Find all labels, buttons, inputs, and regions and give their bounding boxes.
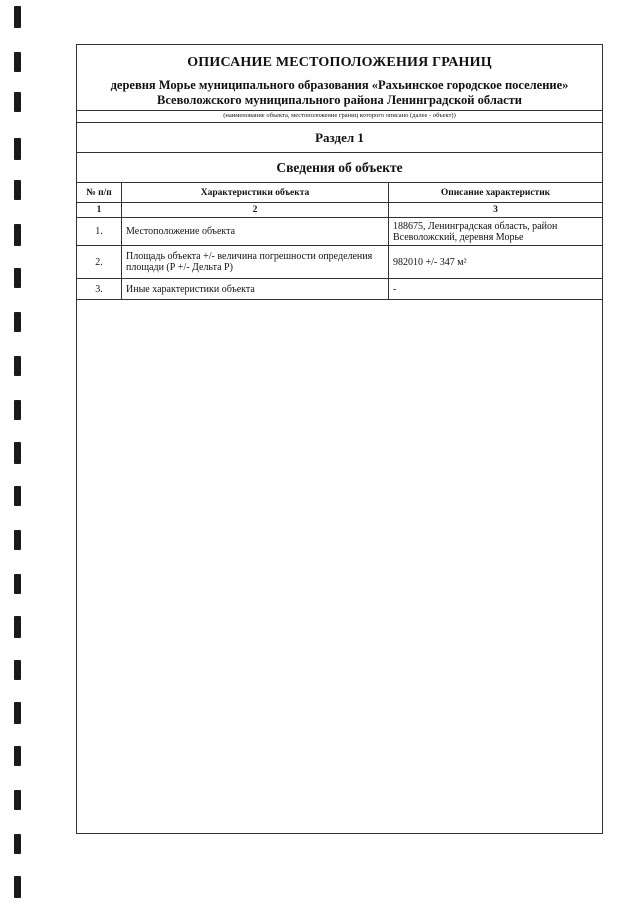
object-info-table: [77, 182, 602, 300]
binder-hole: [14, 834, 21, 854]
binder-hole: [14, 746, 21, 766]
divider: [77, 152, 602, 153]
binder-hole: [14, 876, 21, 898]
binder-hole: [14, 660, 21, 680]
row-characteristic: Иные характеристики объекта: [122, 279, 389, 300]
binder-hole: [14, 486, 21, 506]
binder-hole: [14, 616, 21, 638]
binder-hole: [14, 356, 21, 376]
binder-hole: [14, 574, 21, 594]
document-title: ОПИСАНИЕ МЕСТОПОЛОЖЕНИЯ ГРАНИЦ: [187, 55, 492, 70]
section-subtitle: Сведения об объекте: [276, 160, 403, 175]
row-description: -: [389, 279, 603, 300]
binder-hole: [14, 92, 21, 112]
binder-hole: [14, 702, 21, 724]
binder-hole: [14, 138, 21, 160]
row-description: 982010 +/- 347 м²: [389, 246, 603, 279]
column-header-characteristic: Характеристики объекта: [122, 183, 389, 203]
binder-hole: [14, 224, 21, 246]
table-header-row: [77, 183, 602, 203]
binder-hole: [14, 6, 21, 28]
table-row: [77, 246, 602, 279]
row-number: 1.: [77, 218, 122, 246]
binder-hole: [14, 52, 21, 72]
binder-hole: [14, 442, 21, 464]
binder-hole: [14, 400, 21, 420]
divider: [77, 122, 602, 123]
column-numbers-row: [77, 203, 602, 218]
binder-hole: [14, 530, 21, 550]
binder-hole: [14, 790, 21, 810]
object-name: [77, 78, 602, 108]
document-frame: [76, 44, 603, 834]
table-row: [77, 279, 602, 300]
row-description: 188675, Ленинградская область, район Всеволожский, деревня Морье: [389, 218, 603, 246]
row-characteristic: Местоположение объекта: [122, 218, 389, 246]
column-number: 2: [122, 203, 389, 218]
object-name-line1: деревня Морье муниципального образования «Рахьинское городское поселение»: [110, 78, 569, 92]
column-number: 1: [77, 203, 122, 218]
row-number: 3.: [77, 279, 122, 300]
column-header-number: № п/п: [77, 183, 122, 203]
object-name-note: (наименование объекта, местоположение границ которого описано (далее - объект)): [223, 112, 456, 119]
binder-hole: [14, 312, 21, 332]
column-header-description: Описание характеристик: [389, 183, 603, 203]
column-number: 3: [389, 203, 603, 218]
row-characteristic: Площадь объекта +/- величина погрешности определения площади (Р +/- Дельта Р): [122, 246, 389, 279]
binder-hole: [14, 180, 21, 200]
divider: [77, 110, 602, 111]
section-title: Раздел 1: [315, 130, 364, 145]
row-number: 2.: [77, 246, 122, 279]
table-row: [77, 218, 602, 246]
binder-hole: [14, 268, 21, 288]
object-name-line2: Всеволожского муниципального района Ленинградской области: [157, 93, 522, 107]
